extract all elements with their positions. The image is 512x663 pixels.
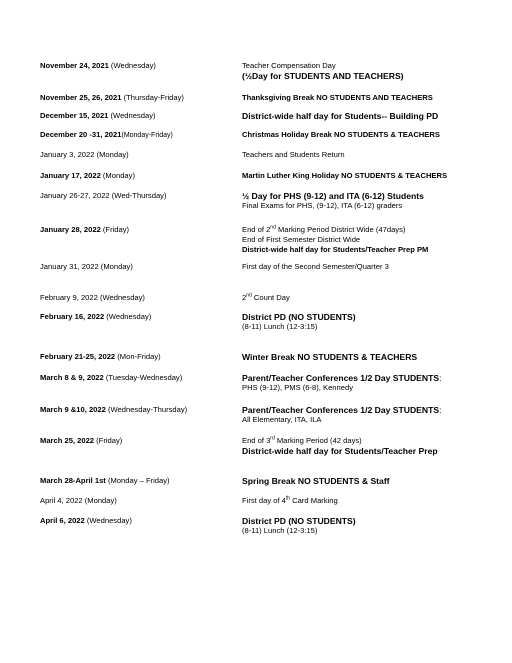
event-description-line [242,293,504,303]
event-description-line [242,262,504,272]
event-date [40,405,240,415]
event-description-line [242,476,504,486]
ordinal-suffix: nd [270,224,276,231]
event-description [242,352,504,362]
event-description [242,130,504,140]
event-description-line [242,446,504,456]
event-description-line [242,235,504,245]
event-description-line [242,516,504,526]
ordinal-suffix: th [285,495,291,502]
event-text-tail: : [439,373,442,383]
event-date-main: April 6, 2022 [40,516,85,525]
event-date-main: January 17, 2022 [40,171,101,180]
event-text-tail: Count Day [251,293,290,302]
event-description [242,405,504,425]
event-date-main: December 15, 2021 [40,111,109,120]
event-text: District-wide half day for Students-- Building PD [242,111,439,121]
event-description [242,61,504,81]
event-description-line [242,526,504,536]
event-text: Parent/Teacher Conferences 1/2 Day STUDENTS [242,405,440,415]
event-date-detail: April 4, 2022 (Monday) [40,496,117,505]
event-date-detail: (Wednesday-Thursday) [105,405,188,414]
event-text: (8-11) Lunch (12-3:15) [242,322,318,331]
event-date-detail: (Wednesday) [84,516,132,525]
event-text: (½Day for STUDENTS AND TEACHERS) [242,71,404,81]
event-date [40,352,240,362]
event-description [242,93,504,103]
event-text: Parent/Teacher Conferences 1/2 Day STUDENTS [242,373,440,383]
event-date-detail: February 9, 2022 (Wednesday) [40,293,145,302]
event-date-main: November 25, 26, 2021 [40,93,122,102]
event-description-line [242,93,504,103]
event-date-detail: (Tuesday-Wednesday) [103,373,183,382]
event-description [242,191,504,211]
event-description-line [242,130,504,140]
event-date [40,225,240,235]
event-description-line [242,171,504,181]
event-text-tail: Card Marking [290,496,338,505]
event-date-main: February 21-25, 2022 [40,352,116,361]
event-text: Thanksgiving Break NO STUDENTS AND TEACHERS [242,93,433,102]
event-date-detail: January 26-27, 2022 (Wed-Thursday) [40,191,167,200]
event-text-tail: : [439,405,442,415]
event-text: Spring Break NO STUDENTS & Staff [242,476,390,486]
event-description [242,516,504,536]
event-text: Winter Break NO STUDENTS & TEACHERS [242,352,418,362]
event-date [40,171,240,181]
event-description-line [242,150,504,160]
event-date [40,476,240,486]
event-date [40,312,240,322]
event-text: End of 3 [242,436,271,445]
event-description [242,476,504,486]
event-date [40,191,240,201]
event-description-line [242,352,504,362]
event-text: All Elementary, ITA, ILA [242,415,322,424]
event-date [40,130,240,141]
event-date-main: March 25, 2022 [40,436,95,445]
event-description-line [242,191,504,201]
event-description-line [242,201,504,211]
event-description [242,496,504,506]
event-text: End of 2 [242,225,271,234]
event-text: Christmas Holiday Break NO STUDENTS & TEACHERS [242,130,440,139]
event-description-line [242,312,504,322]
event-date [40,496,240,506]
event-description-line [242,61,504,71]
event-text: District-wide half day for Students/Teacher Prep PM [242,245,429,254]
event-date-detail: January 3, 2022 (Monday) [40,150,129,159]
event-text: First day of 4 [242,496,286,505]
event-text: 2 [242,293,247,302]
event-text: ½ Day for PHS (9-12) and ITA (6-12) Students [242,191,424,201]
event-description-line [242,415,504,425]
event-date-detail: (Thursday-Friday) [121,93,184,102]
event-description-line [242,225,504,235]
event-text: End of First Semester District Wide [242,235,361,244]
event-description-line [242,373,504,383]
event-description-line [242,111,504,121]
event-date-detail: (Mon-Friday) [115,352,161,361]
event-date [40,61,240,71]
event-description-line [242,383,504,393]
event-date [40,111,240,121]
event-date-main: March 28-April 1st [40,476,106,485]
event-description-line [242,322,504,332]
event-date-detail: (Monday-Friday) [121,132,173,139]
event-description-line [242,436,504,446]
event-date-main: March 8 & 9, 2022 [40,373,104,382]
event-description [242,225,504,255]
event-date-main: February 16, 2022 [40,312,105,321]
event-date [40,373,240,383]
event-description [242,111,504,121]
event-date-main: March 9 &10, 2022 [40,405,106,414]
event-date-main: November 24, 2021 [40,61,109,70]
ordinal-suffix: rd [270,435,275,442]
event-date-detail: (Monday – Friday) [105,476,170,485]
event-date-detail: (Wednesday) [104,312,152,321]
event-text: Teachers and Students Return [242,150,345,159]
event-date-detail: January 31, 2022 (Monday) [40,262,133,271]
event-date-detail: (Wednesday) [108,61,156,70]
event-description [242,312,504,332]
event-text: Final Exams for PHS, (9-12), ITA (6-12) graders [242,201,403,210]
event-date [40,516,240,526]
event-description-line [242,405,504,415]
event-text: Martin Luther King Holiday NO STUDENTS & TEACHERS [242,171,448,180]
event-description-line [242,71,504,81]
event-description [242,262,504,272]
ordinal-suffix: nd [246,292,252,299]
event-description-line [242,245,504,255]
event-text: Teacher Compensation Day [242,61,336,70]
event-date-main: January 28, 2022 [40,225,101,234]
event-text-tail: Marking Period (42 days) [274,436,362,445]
event-description [242,373,504,393]
event-text: District-wide half day for Students/Teacher Prep [242,446,438,456]
event-text: (8-11) Lunch (12-3:15) [242,526,318,535]
event-date-detail: (Friday) [94,436,123,445]
event-date [40,293,240,303]
event-date [40,150,240,160]
event-text: District PD (NO STUDENTS) [242,516,356,526]
event-date [40,436,240,446]
event-text: District PD (NO STUDENTS) [242,312,356,322]
event-text: PHS (9-12), PMS (6-8), Kennedy [242,383,353,392]
event-description-line [242,496,504,506]
event-date [40,262,240,272]
event-text-tail: Marking Period District Wide (47days) [275,225,406,234]
event-text: First day of the Second Semester/Quarter 3 [242,262,389,271]
event-date-detail: (Wednesday) [108,111,156,120]
event-description [242,436,504,456]
event-date-detail: (Monday) [100,171,135,180]
event-date [40,93,240,103]
event-description [242,171,504,181]
event-date-main: December 20 -31, 2021 [40,130,122,139]
event-description [242,293,504,303]
event-date-detail: (Friday) [100,225,130,234]
event-description [242,150,504,160]
